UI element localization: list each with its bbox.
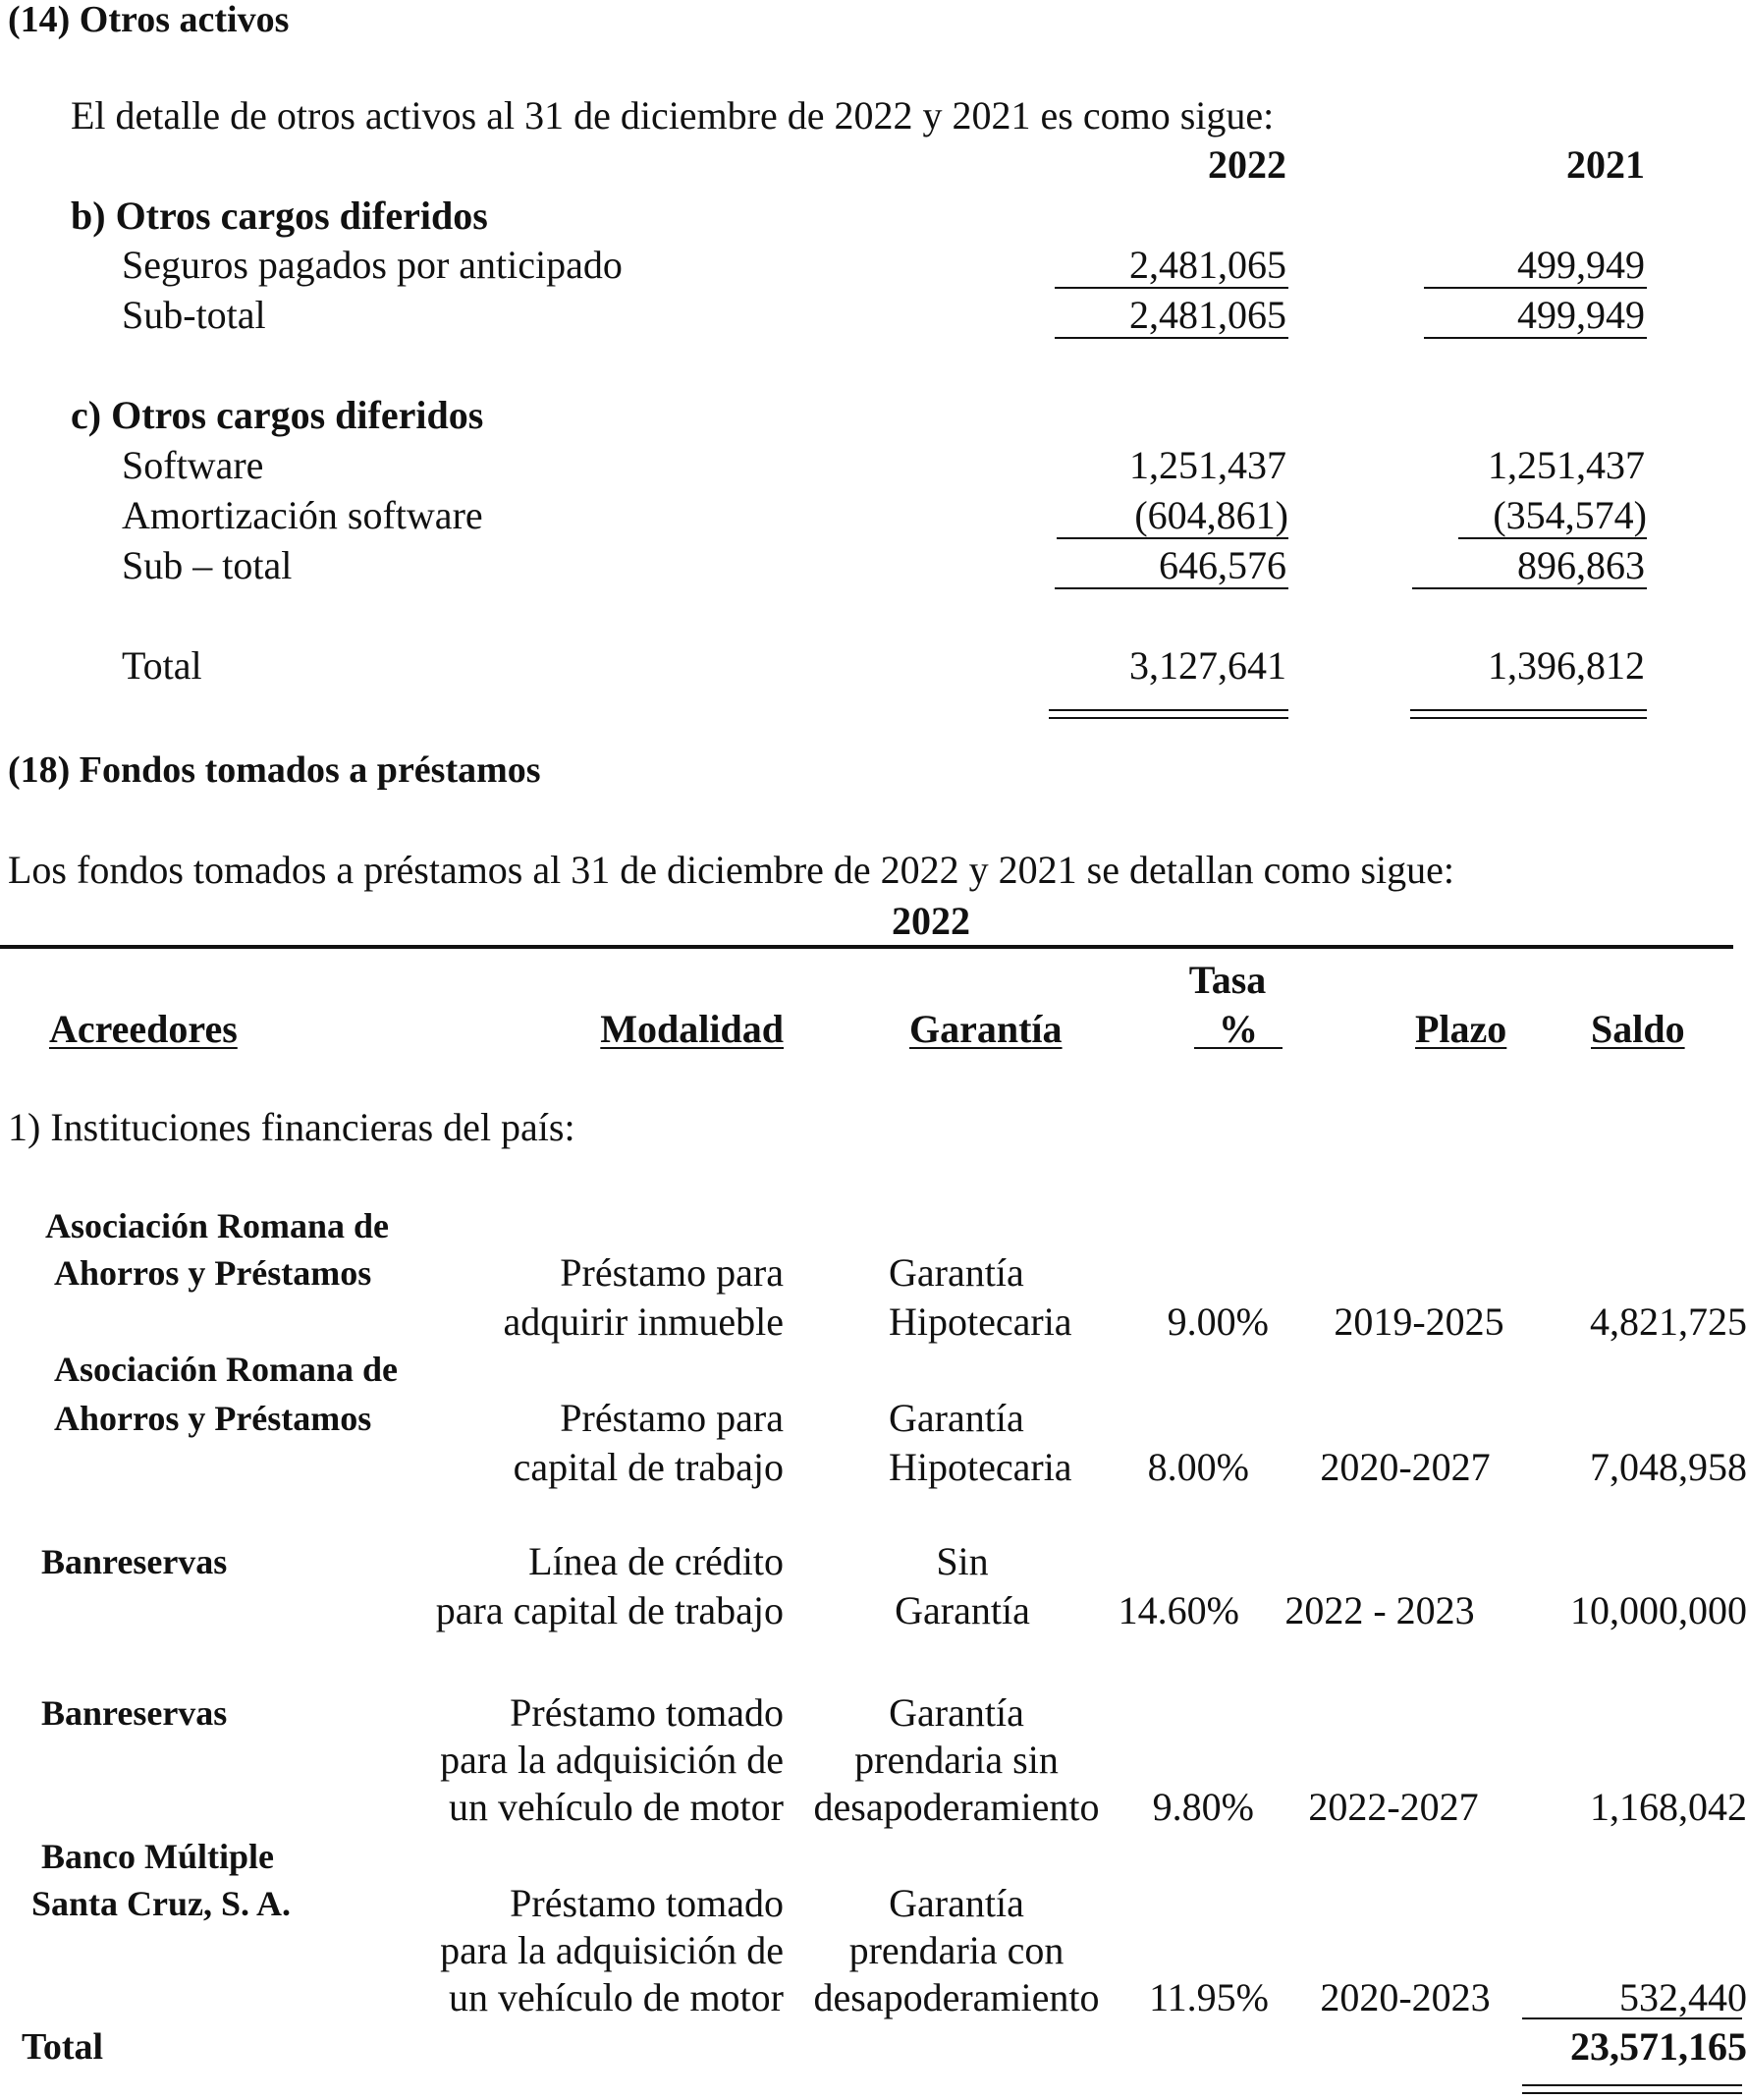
loan-1-tasa: 9.00% <box>1167 1299 1269 1344</box>
underline-subtotal-c-2022 <box>1055 587 1288 589</box>
loan-2-acreedor-line-1: Asociación Romana de <box>54 1350 398 1389</box>
value-subtotal-c-2021: 896,863 <box>1517 543 1645 587</box>
underline-subtotal-c-2021 <box>1412 587 1647 589</box>
loan-2-garantia-line-2: Hipotecaria <box>889 1445 1072 1489</box>
value-amortizacion-2021: (354,574) <box>1493 493 1647 537</box>
col-header-saldo: Saldo <box>1591 1007 1685 1051</box>
loan-3-garantia-line-1: Sin <box>936 1539 989 1583</box>
row-label-subtotal-b: Sub-total <box>122 293 266 337</box>
loan-2-modalidad-line-1: Préstamo para <box>560 1396 784 1440</box>
value-amortizacion-2022: (604,861) <box>1134 493 1288 537</box>
loan-5-tasa: 11.95% <box>1149 1975 1269 2019</box>
group-b-heading: b) Otros cargos diferidos <box>71 193 488 238</box>
loan-5-plazo: 2020-2023 <box>1320 1975 1491 2019</box>
col-header-plazo: Plazo <box>1415 1007 1507 1051</box>
loans-total-label: Total <box>22 2026 104 2068</box>
loan-4-modalidad-line-3: un vehículo de motor <box>448 1785 784 1829</box>
loan-4-garantia-line-3: desapoderamiento <box>813 1785 1100 1829</box>
value-total-14-2021: 1,396,812 <box>1488 643 1645 688</box>
loan-4-acreedor-line-1: Banreservas <box>41 1693 228 1733</box>
loan-4-plazo: 2022-2027 <box>1308 1785 1479 1829</box>
loan-1-acreedor-line-1: Asociación Romana de <box>45 1206 389 1245</box>
double-underline-total-2021 <box>1410 709 1647 719</box>
loan-1-acreedor-line-2: Ahorros y Préstamos <box>54 1253 372 1293</box>
value-seguros-2022: 2,481,065 <box>1129 243 1286 287</box>
underline-amortizacion-2021 <box>1458 537 1647 539</box>
loan-5-garantia-line-1: Garantía <box>889 1881 1024 1925</box>
col-header-garantia: Garantía <box>909 1007 1063 1051</box>
value-subtotal-b-2021: 499,949 <box>1517 293 1645 337</box>
underline-seguros-2022 <box>1055 287 1288 289</box>
loans-total-saldo: 23,571,165 <box>1570 2024 1747 2069</box>
loan-5-modalidad-line-1: Préstamo tomado <box>510 1881 784 1925</box>
underline-subtotal-b-2021 <box>1424 337 1647 339</box>
underline-loan-5-saldo <box>1522 2017 1742 2019</box>
underline-subtotal-b-2022 <box>1055 337 1288 339</box>
col-header-acreedores: Acreedores <box>49 1007 238 1051</box>
loan-4-garantia-line-1: Garantía <box>889 1690 1024 1735</box>
row-label-total-14: Total <box>122 643 202 688</box>
value-seguros-2021: 499,949 <box>1517 243 1645 287</box>
loan-5-garantia-line-2: prendaria con <box>848 1928 1065 1972</box>
loan-5-modalidad-line-3: un vehículo de motor <box>448 1975 784 2019</box>
value-total-14-2022: 3,127,641 <box>1129 643 1286 688</box>
loan-1-plazo: 2019-2025 <box>1334 1299 1504 1344</box>
double-underline-loans-total <box>1522 2084 1742 2094</box>
value-subtotal-b-2022: 2,481,065 <box>1129 293 1286 337</box>
loan-2-garantia-line-1: Garantía <box>889 1396 1024 1440</box>
loan-2-modalidad-line-2: capital de trabajo <box>513 1445 784 1489</box>
loan-5-garantia-line-3: desapoderamiento <box>813 1975 1100 2019</box>
loan-5-acreedor-line-2: Santa Cruz, S. A. <box>31 1884 292 1923</box>
loan-5-acreedor-line-1: Banco Múltiple <box>41 1837 275 1876</box>
section-18-intro: Los fondos tomados a préstamos al 31 de diciembre de 2022 y 2021 se detallan como sigue: <box>8 848 1455 892</box>
loan-2-tasa: 8.00% <box>1147 1445 1249 1489</box>
year-header-2021: 2021 <box>1566 142 1645 187</box>
value-software-2021: 1,251,437 <box>1488 443 1645 487</box>
underline-seguros-2021 <box>1424 287 1647 289</box>
loan-4-modalidad-line-1: Préstamo tomado <box>510 1690 784 1735</box>
section-14-title: (14) Otros activos <box>8 0 290 40</box>
row-label-software: Software <box>122 443 264 487</box>
col-header-tasa: Tasa <box>1188 958 1267 1002</box>
row-label-seguros: Seguros pagados por anticipado <box>122 243 623 287</box>
row-label-amortizacion: Amortización software <box>122 493 483 537</box>
year-header-2022: 2022 <box>1208 142 1286 187</box>
loan-1-saldo: 4,821,725 <box>1590 1299 1747 1344</box>
loan-1-garantia-line-1: Garantía <box>889 1250 1024 1295</box>
col-header-tasa-underline <box>1194 1047 1283 1049</box>
section-18-title: (18) Fondos tomados a préstamos <box>8 749 541 791</box>
loan-1-garantia-line-2: Hipotecaria <box>889 1299 1072 1344</box>
loan-3-saldo: 10,000,000 <box>1570 1588 1747 1632</box>
row-label-subtotal-c: Sub – total <box>122 543 293 587</box>
loan-1-modalidad-line-1: Préstamo para <box>560 1250 784 1295</box>
loan-2-acreedor-line-2: Ahorros y Préstamos <box>54 1399 372 1438</box>
loan-2-plazo: 2020-2027 <box>1320 1445 1491 1489</box>
double-underline-total-2022 <box>1049 709 1288 719</box>
loan-2-saldo: 7,048,958 <box>1590 1445 1747 1489</box>
section-14-intro: El detalle de otros activos al 31 de diciembre de 2022 y 2021 es como sigue: <box>71 93 1275 138</box>
col-header-modalidad: Modalidad <box>600 1007 784 1051</box>
loan-5-saldo: 532,440 <box>1619 1975 1747 2019</box>
group-c-heading: c) Otros cargos diferidos <box>71 393 484 437</box>
value-software-2022: 1,251,437 <box>1129 443 1286 487</box>
loan-4-garantia-line-2: prendaria sin <box>854 1738 1059 1782</box>
group-label-instituciones: 1) Instituciones financieras del país: <box>8 1105 575 1149</box>
loan-3-modalidad-line-2: para capital de trabajo <box>435 1588 784 1632</box>
loan-3-modalidad-line-1: Línea de crédito <box>528 1539 784 1583</box>
loan-3-acreedor-line-1: Banreservas <box>41 1542 228 1581</box>
underline-amortizacion-2022 <box>1057 537 1288 539</box>
col-header-tasa-percent: % <box>1219 1007 1258 1051</box>
loans-year-header: 2022 <box>892 899 970 943</box>
loan-4-modalidad-line-2: para la adquisición de <box>440 1738 784 1782</box>
value-subtotal-c-2022: 646,576 <box>1159 543 1286 587</box>
loan-3-tasa: 14.60% <box>1118 1588 1239 1632</box>
table-top-rule <box>0 945 1733 949</box>
loan-4-saldo: 1,168,042 <box>1590 1785 1747 1829</box>
loan-5-modalidad-line-2: para la adquisición de <box>440 1928 784 1972</box>
loan-1-modalidad-line-2: adquirir inmueble <box>503 1299 784 1344</box>
loan-3-garantia-line-2: Garantía <box>895 1588 1030 1632</box>
loan-3-plazo: 2022 - 2023 <box>1284 1588 1475 1632</box>
loan-4-tasa: 9.80% <box>1152 1785 1254 1829</box>
